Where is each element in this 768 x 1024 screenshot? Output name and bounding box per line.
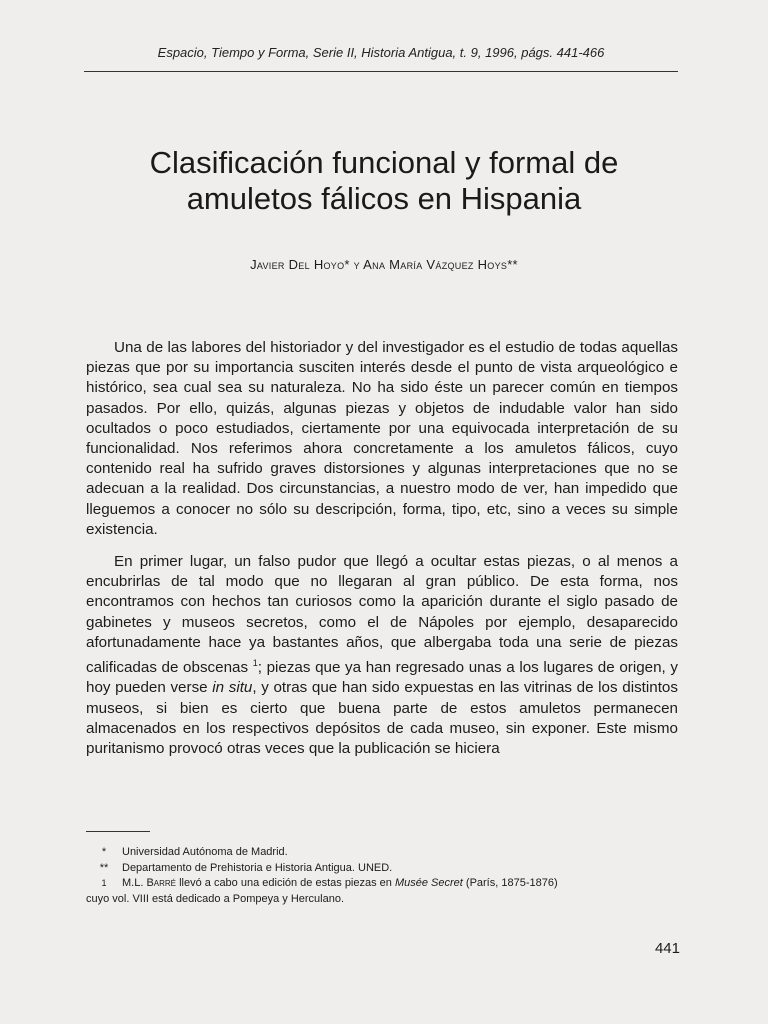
paragraph-2 <box>86 552 678 759</box>
paragraph-1: Una de las labores del historiador y del investigador es el estudio de todas aquellas piezas que por su importancia susciten interés desde el punto de vista arqueológico e histórico, sea cual sea su naturaleza. No ha sido éste un parecer común en tiempos pasados. Por ello, quizás, algunas piezas y objetos de indudable valor han sido ocultados o poco estudiados, ciertamente por una equivocada interpretación de su funcionalidad. Nos referimos ahora concretamente a los amuletos fálicos, cuyo contenido real ha sufrido graves distorsiones y algunas interpretaciones que no se adecuan a la realidad. Dos circunstancias, a nuestro modo de ver, han impedido que lleguemos a conocer no sólo su descripción, forma, tipo, etc, sino a veces su simple existencia. <box>86 339 678 538</box>
header-rule <box>84 71 678 72</box>
footnotes <box>86 845 680 907</box>
authors: Javier Del Hoyo* y Ana María Vázquez Hoys** <box>250 257 518 272</box>
page-number: 441 <box>654 940 680 957</box>
footnote-rule <box>86 831 150 832</box>
paragraph-2-part-b: ; piezas que ya han regresado unas a los lugares de origen, y hoy pueden verse <box>86 659 678 697</box>
footnote-3-text-b: llevó a cabo una edición de estas piezas en <box>176 877 395 889</box>
paragraph-2-italic: in situ <box>212 679 253 697</box>
footnote-3-mark: 1 <box>101 878 107 888</box>
footnote-1 <box>86 845 680 861</box>
running-head: Espacio, Tiempo y Forma, Serie II, Historia Antigua, t. 9, 1996, págs. 441-466 <box>157 45 605 60</box>
footnote-2 <box>86 861 680 877</box>
footnote-3-author: Barré <box>146 877 177 889</box>
footnote-3-text-c: (París, 1875-1876) <box>462 877 558 889</box>
footnote-3 <box>86 876 680 892</box>
footnote-2-mark: ** <box>99 861 109 874</box>
title-line-2: amuletos fálicos en Hispania <box>186 181 582 216</box>
footnote-1-text: Universidad Autónoma de Madrid. <box>122 846 288 858</box>
article-title <box>84 145 684 217</box>
footnote-3-text-a: M.L. <box>122 877 147 889</box>
paragraph-2-part-c: , y otras que han sido expuestas en las vitrinas de los distintos museos, si bien es cierto que buena parte de estos amuletos permanecen almacenados en los respectivos depósitos de cada museo, sin exponer. Este mismo puritanismo provocó otras veces que la publicación se hiciera <box>86 679 678 757</box>
footnote-3-continuation: cuyo vol. VIII está dedicado a Pompeya y Herculano. <box>86 892 345 905</box>
footnote-ref-1: 1 <box>252 658 258 669</box>
footnote-3-italic: Musée Secret <box>394 877 463 889</box>
footnote-1-mark: * <box>101 846 107 858</box>
paragraph-2-part-a: En primer lugar, un falso pudor que llegó a ocultar estas piezas, o al menos a encubrirlas de tal modo que no llegaran al gran público. De esta forma, nos encontramos con hechos tan curiosos como la aparición durante el siglo pasado de gabinetes y museos secretos, como el de Nápoles por ejemplo, desaparecido afortunadamente hace ya bastantes años, que albergaba toda una serie de piezas calificadas de obscenas <box>86 553 678 677</box>
title-line-1: Clasificación funcional y formal de <box>149 145 619 180</box>
body-text <box>86 338 678 759</box>
footnote-2-text: Departamento de Prehistoria e Historia Antigua. UNED. <box>122 861 393 874</box>
